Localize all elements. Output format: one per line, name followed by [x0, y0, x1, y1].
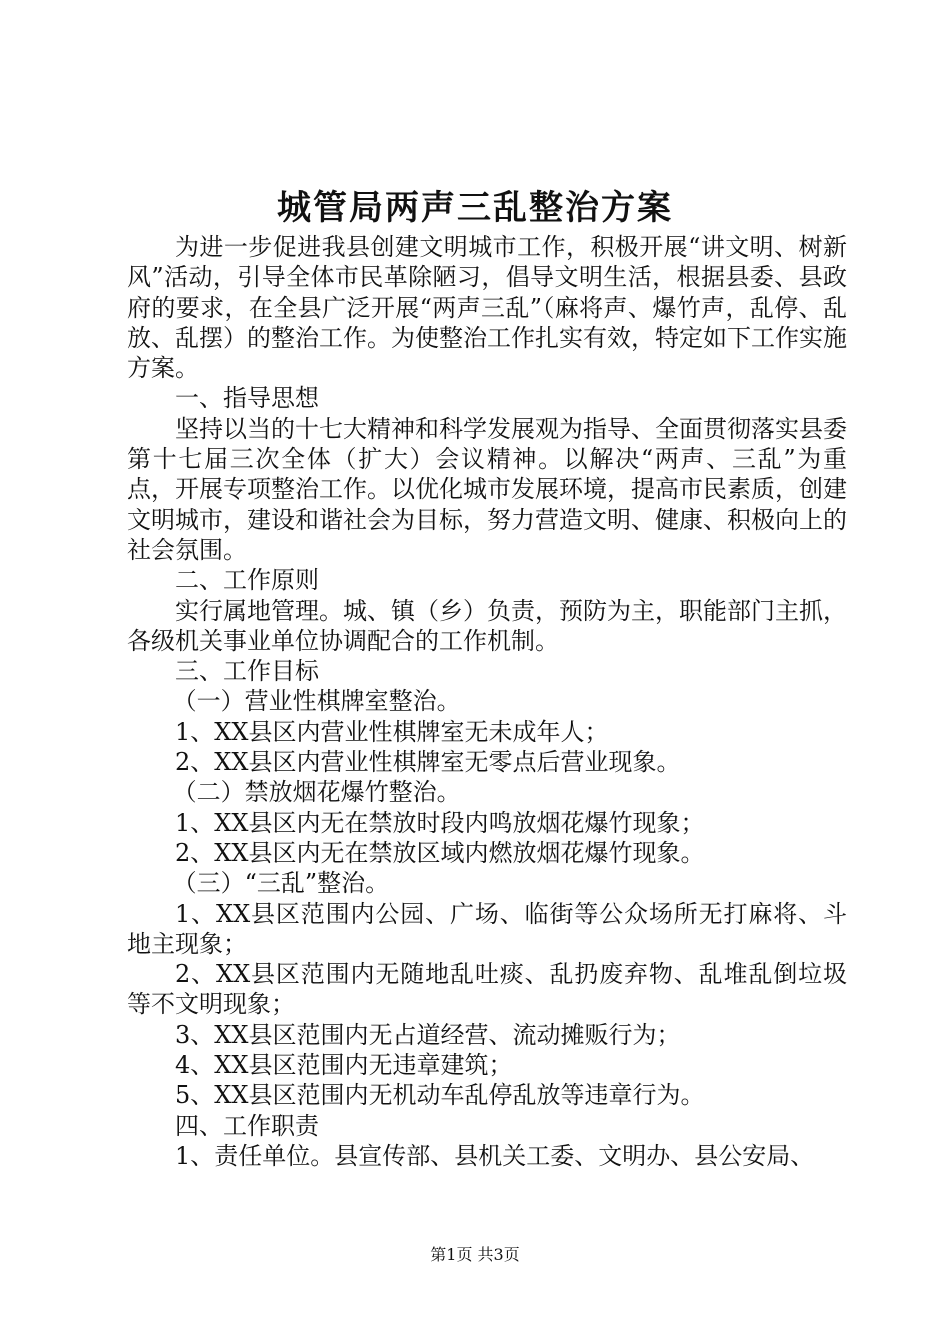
list-item: 1、责任单位。县宣传部、县机关工委、文明办、县公安局、 — [175, 1141, 815, 1170]
page-footer: 第1页 共3页 — [430, 1245, 520, 1264]
subheading-three-disorders: （三）“三乱”整治。 — [172, 869, 390, 898]
section-heading-work-goals: 三、工作目标 — [175, 657, 319, 686]
subheading-fireworks: （二）禁放烟花爆竹整治。 — [172, 778, 461, 807]
document-title: 城管局两声三乱整治方案 — [277, 188, 673, 228]
work-principles-paragraph: 实行属地管理。城、镇（乡）负责，预防为主，职能部门主抓，各级机关事业单位协调配合的工作机制。 — [127, 596, 847, 655]
intro-paragraph: 为进一步促进我县创建文明城市工作，积极开展“讲文明、树新风”活动，引导全体市民革除陋习，倡导文明生活，根据县委、县政府的要求，在全县广泛开展“两声三乱”（麻将声、爆竹声，乱停、乱放、乱摆）的整治工作。为使整治工作扎实有效，特定如下工作实施方案。 — [127, 233, 847, 383]
list-item: 1、XX县区内营业性棋牌室无未成年人； — [175, 717, 609, 746]
list-item: 2、XX县区范围内无随地乱吐痰、乱扔废弃物、乱堆乱倒垃圾等不文明现象； — [127, 960, 847, 1019]
list-item: 3、XX县区范围内无占道经营、流动摊贩行为； — [175, 1020, 681, 1049]
list-item: 2、XX县区内无在禁放区域内燃放烟花爆竹现象。 — [175, 838, 705, 867]
section-heading-guiding-ideology: 一、指导思想 — [175, 384, 319, 413]
list-item: 5、XX县区范围内无机动车乱停乱放等违章行为。 — [175, 1081, 705, 1110]
list-item: 4、XX县区范围内无违章建筑； — [175, 1051, 513, 1080]
list-item: 1、XX县区内无在禁放时段内鸣放烟花爆竹现象； — [175, 808, 705, 837]
list-item: 2、XX县区内营业性棋牌室无零点后营业现象。 — [175, 748, 681, 777]
list-item: 1、XX县区范围内公园、广场、临街等公众场所无打麻将、斗地主现象； — [127, 899, 847, 958]
section-heading-work-principles: 二、工作原则 — [175, 566, 319, 595]
section-heading-work-duties: 四、工作职责 — [175, 1111, 319, 1140]
document-body — [127, 232, 847, 1171]
subheading-chess-rooms: （一）营业性棋牌室整治。 — [172, 687, 461, 716]
guiding-ideology-paragraph: 坚持以当的十七大精神和科学发展观为指导、全面贯彻落实县委第十七届三次全体（扩大）会议精神。以解决“两声、三乱”为重点，开展专项整治工作。以优化城市发展环境，提高市民素质，创建文明城市，建设和谐社会为目标，努力营造文明、健康、积极向上的社会氛围。 — [127, 414, 847, 564]
